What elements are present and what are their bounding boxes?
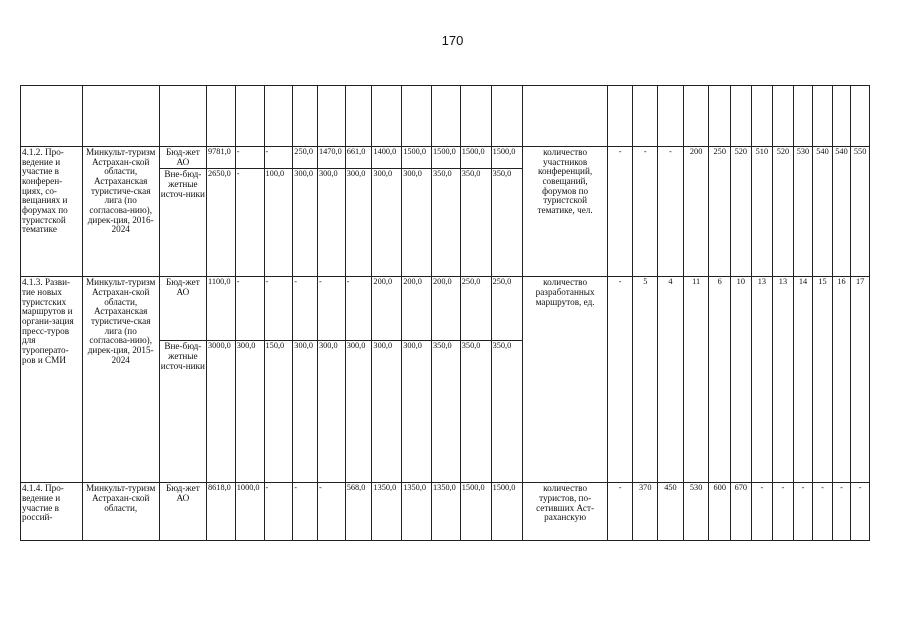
target-cell: 13 (751, 277, 773, 483)
target-cell: 17 (851, 277, 870, 483)
target-cell: - (607, 277, 633, 483)
target-cell: 200 (683, 147, 709, 277)
target-cell: 530 (683, 483, 709, 541)
header-row (21, 86, 870, 147)
target-cell: - (793, 483, 813, 541)
table-row (21, 483, 870, 541)
target-cell: - (607, 147, 633, 277)
value-cell: 300,0 (372, 169, 402, 277)
target-cell: 5 (633, 277, 658, 483)
value-cell: - (293, 277, 318, 341)
value-cell: 300,0 (345, 169, 372, 277)
value-cell: 350,0 (491, 169, 523, 277)
target-cell: - (751, 483, 773, 541)
funding-source: Вне-бюд-жетные источ-ники (159, 169, 206, 277)
value-cell: 661,0 (345, 147, 372, 169)
target-cell: 550 (851, 147, 870, 277)
value-cell: 250,0 (491, 277, 523, 341)
value-cell: 350,0 (491, 341, 523, 483)
indicator: количество туристов, по-сетивших Аст-раханскую (523, 483, 607, 541)
target-cell: 6 (709, 277, 731, 483)
value-cell: 200,0 (402, 277, 432, 341)
value-cell: - (345, 277, 372, 341)
target-cell: - (832, 483, 851, 541)
value-cell: 1500,0 (402, 147, 432, 169)
target-cell: 14 (793, 277, 813, 483)
target-cell: 600 (709, 483, 731, 541)
value-cell: - (235, 169, 264, 277)
value-cell: 1400,0 (372, 147, 402, 169)
target-cell: 670 (731, 483, 752, 541)
measure-name: 4.1.4. Про-ведение и участие в россий- (21, 483, 83, 541)
value-cell: 1500,0 (491, 483, 523, 541)
program-table (20, 85, 870, 541)
target-cell: 15 (813, 277, 833, 483)
target-cell: 510 (751, 147, 773, 277)
value-cell: 300,0 (345, 341, 372, 483)
value-cell: 350,0 (460, 169, 491, 277)
value-cell: 2650,0 (207, 169, 236, 277)
target-cell: - (658, 147, 684, 277)
target-cell: 16 (832, 277, 851, 483)
value-cell: 350,0 (460, 341, 491, 483)
value-cell: 300,0 (235, 341, 264, 483)
target-cell: 530 (793, 147, 813, 277)
value-cell: - (264, 483, 293, 541)
value-cell: 1350,0 (372, 483, 402, 541)
value-cell: 1500,0 (460, 483, 491, 541)
value-cell: 3000,0 (207, 341, 236, 483)
target-cell: 540 (813, 147, 833, 277)
value-cell: 1350,0 (432, 483, 461, 541)
target-cell: 250 (709, 147, 731, 277)
value-cell: - (317, 277, 345, 341)
value-cell: 100,0 (264, 169, 293, 277)
executor: Минкульт-туризм Астрахан-ской области, Астраханская туристиче-ская лига (по согласова-нию), дирек-ция, 2015-2024 (82, 277, 159, 483)
table-row (21, 147, 870, 169)
value-cell: 9781,0 (207, 147, 236, 169)
value-cell: - (235, 147, 264, 169)
value-cell: 350,0 (432, 341, 461, 483)
value-cell: 300,0 (402, 341, 432, 483)
target-cell: - (813, 483, 833, 541)
indicator: количество участников конференций, совещаний, форумов по туристской тематике, чел. (523, 147, 607, 277)
measure-name: 4.1.3. Разви-тие новых туристских маршрутов и органи-зация пресс-туров для туроперато-ров и СМИ (21, 277, 83, 483)
value-cell: 1100,0 (207, 277, 236, 341)
value-cell: 200,0 (372, 277, 402, 341)
value-cell: 150,0 (264, 341, 293, 483)
measure-name: 4.1.2. Про-ведение и участие в конферен-циях, со-вещаниях и форумах по туристской тематике (21, 147, 83, 277)
target-cell: 370 (633, 483, 658, 541)
target-cell: - (773, 483, 794, 541)
page-number: 170 (441, 33, 464, 48)
value-cell: - (293, 483, 318, 541)
target-cell: 450 (658, 483, 684, 541)
value-cell: 8618,0 (207, 483, 236, 541)
value-cell: 300,0 (372, 341, 402, 483)
value-cell: - (235, 277, 264, 341)
value-cell: 300,0 (317, 169, 345, 277)
value-cell: 1350,0 (402, 483, 432, 541)
value-cell: 300,0 (293, 341, 318, 483)
value-cell: - (317, 483, 345, 541)
value-cell: 250,0 (460, 277, 491, 341)
target-cell: - (633, 147, 658, 277)
value-cell: 300,0 (402, 169, 432, 277)
funding-source: Бюд-жет АО (159, 147, 206, 169)
value-cell: 200,0 (432, 277, 461, 341)
executor: Минкульт-туризм Астрахан-ской области, (82, 483, 159, 541)
target-cell: 520 (773, 147, 794, 277)
funding-source: Бюд-жет АО (159, 483, 206, 541)
value-cell: - (264, 277, 293, 341)
value-cell: 1500,0 (432, 147, 461, 169)
table-row (21, 277, 870, 341)
target-cell: 4 (658, 277, 684, 483)
target-cell: 10 (731, 277, 752, 483)
value-cell: 250,0 (293, 147, 318, 169)
target-cell: - (607, 483, 633, 541)
target-cell: 520 (731, 147, 752, 277)
value-cell: 350,0 (432, 169, 461, 277)
value-cell: 300,0 (317, 341, 345, 483)
value-cell: 1470,0 (317, 147, 345, 169)
indicator: количество разработанных маршрутов, ед. (523, 277, 607, 483)
target-cell: 11 (683, 277, 709, 483)
value-cell: 568,0 (345, 483, 372, 541)
value-cell: - (264, 147, 293, 169)
funding-source: Вне-бюд-жетные источ-ники (159, 341, 206, 483)
executor: Минкульт-туризм Астрахан-ской области, Астраханская туристиче-ская лига (по согласова-нию), дирек-ция, 2016-2024 (82, 147, 159, 277)
target-cell: 540 (832, 147, 851, 277)
value-cell: 1500,0 (460, 147, 491, 169)
value-cell: 1500,0 (491, 147, 523, 169)
target-cell: - (851, 483, 870, 541)
funding-source: Бюд-жет АО (159, 277, 206, 341)
target-cell: 13 (773, 277, 794, 483)
value-cell: 1000,0 (235, 483, 264, 541)
value-cell: 300,0 (293, 169, 318, 277)
